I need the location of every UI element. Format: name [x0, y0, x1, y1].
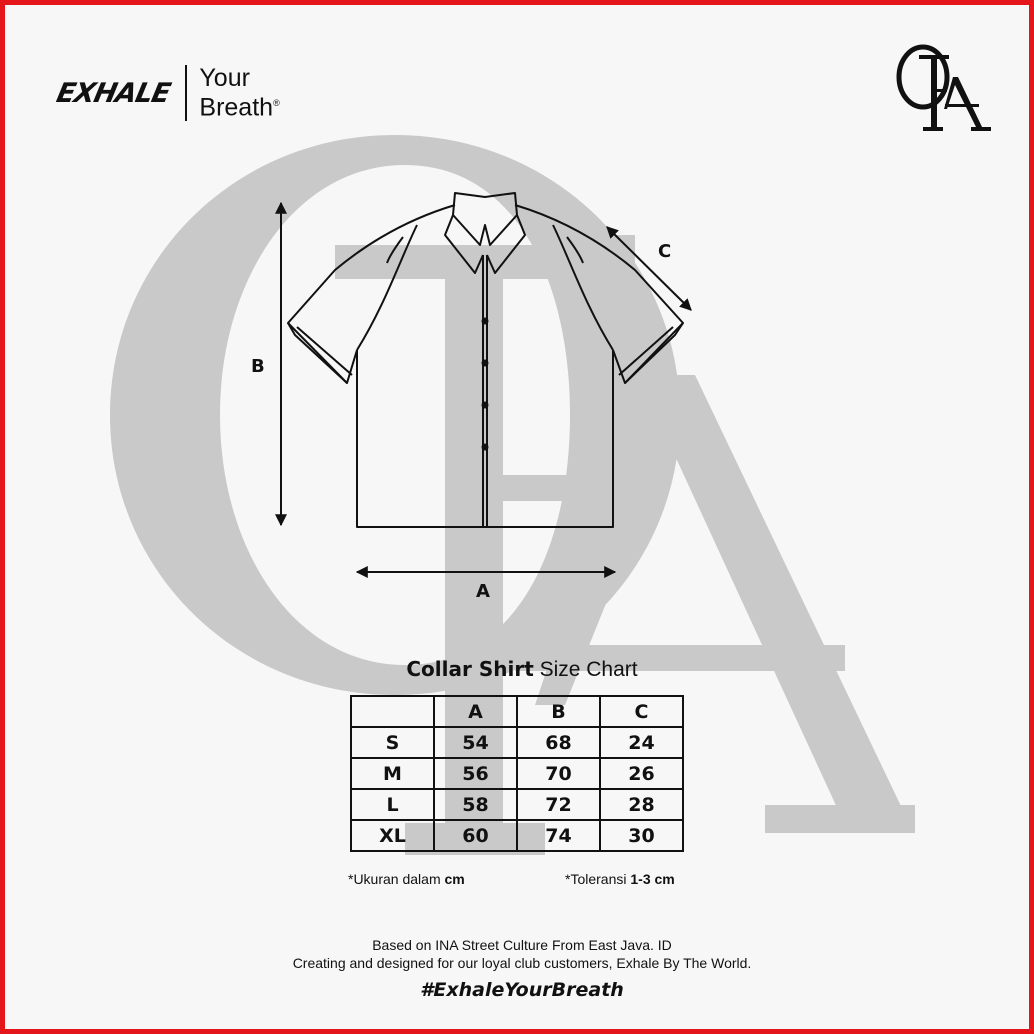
table-header-row: [351, 696, 683, 727]
value-cell: 24: [600, 727, 683, 758]
size-table: [350, 695, 684, 852]
dimension-arrow-c: [607, 227, 691, 310]
value-cell: 68: [517, 727, 600, 758]
collar: [453, 193, 517, 245]
tagline-line2: Breath®: [199, 93, 280, 122]
brand-wordmark: EXHALE: [53, 77, 173, 109]
footer-line-2: Creating and designed for our loyal club customers, Exhale By The World.: [292, 955, 752, 971]
footer-line-1: Based on INA Street Culture From East Java. ID: [372, 937, 672, 953]
header-c: C: [600, 696, 683, 727]
registered-mark: ®: [273, 97, 280, 108]
value-cell: 74: [517, 820, 600, 851]
value-cell: 70: [517, 758, 600, 789]
table-row: [351, 727, 683, 758]
dimension-label-b: B: [251, 356, 265, 377]
value-cell: 72: [517, 789, 600, 820]
table-row: [351, 789, 683, 820]
tagline-line1: Your: [199, 63, 250, 92]
chart-title-bold: Collar Shirt: [406, 657, 534, 681]
button-4: [482, 444, 489, 451]
size-cell: M: [351, 758, 434, 789]
footer-hashtag: #ExhaleYourBreath: [420, 979, 624, 1001]
value-cell: 30: [600, 820, 683, 851]
header-a: A: [434, 696, 517, 727]
value-cell: 56: [434, 758, 517, 789]
left-sleeve: [288, 205, 455, 383]
button-2: [482, 360, 489, 367]
dimension-label-c: C: [658, 241, 672, 262]
button-3: [482, 402, 489, 409]
header-size: [351, 696, 434, 727]
unit-note: *Ukuran dalam cm: [348, 871, 465, 887]
value-cell: 58: [434, 789, 517, 820]
shirt-body: [357, 350, 613, 527]
value-cell: 60: [434, 820, 517, 851]
table-row: [351, 820, 683, 851]
size-cell: XL: [351, 820, 434, 851]
value-cell: 28: [600, 789, 683, 820]
shirt-diagram: [5, 5, 1029, 1029]
table-row: [351, 758, 683, 789]
chart-title-rest: Size Chart: [533, 658, 638, 681]
header-b: B: [517, 696, 600, 727]
chart-title: [5, 657, 1034, 682]
value-cell: 26: [600, 758, 683, 789]
right-sleeve: [515, 205, 683, 383]
tolerance-note: *Toleransi 1-3 cm: [565, 871, 675, 887]
size-cell: L: [351, 789, 434, 820]
dimension-label-a: A: [476, 581, 490, 602]
size-cell: S: [351, 727, 434, 758]
button-1: [482, 318, 489, 325]
value-cell: 54: [434, 727, 517, 758]
